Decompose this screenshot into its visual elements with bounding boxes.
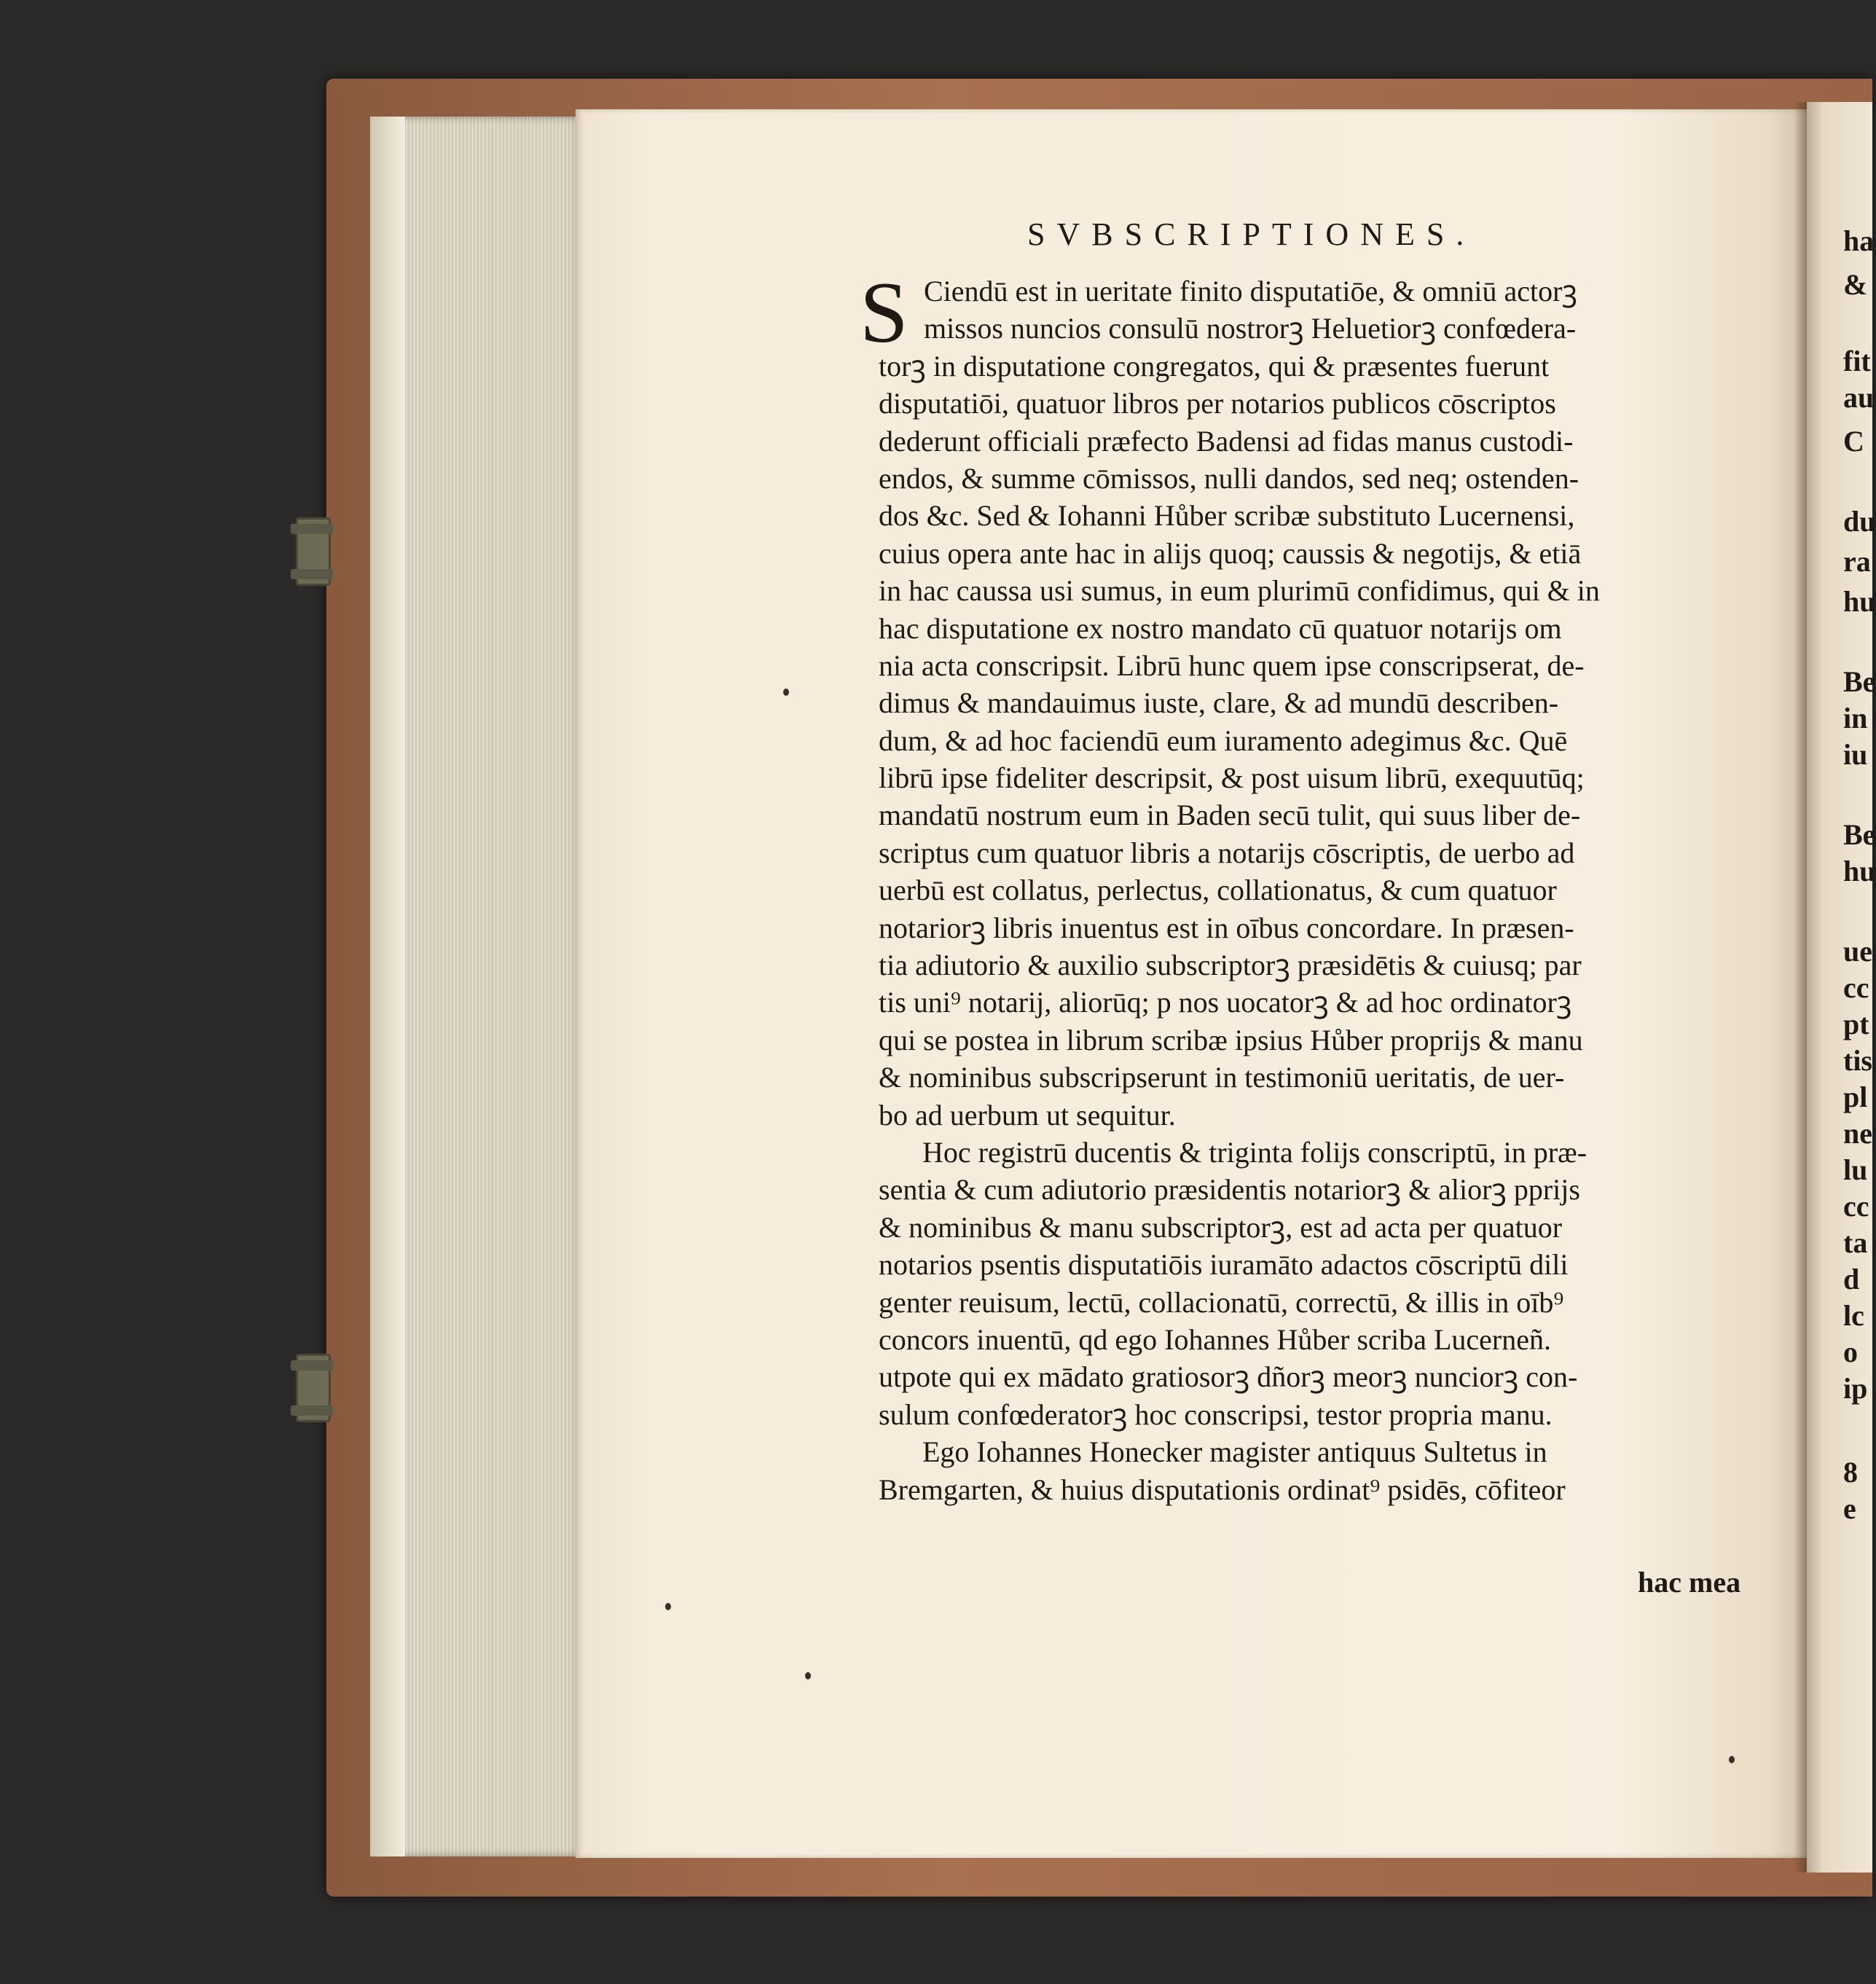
text-line: bo ad uerbum ut sequitur.: [879, 1098, 1176, 1132]
text-line: dos &c. Sed & Iohanni Hůber scribæ substituto Lucernensi,: [879, 499, 1575, 533]
text-line: missos nuncios consulū nostrorꝫ Heluetiorꝫ confœdera-: [924, 312, 1577, 345]
facing-page-fragment: d: [1843, 1263, 1860, 1295]
text-line: qui se postea in librum scribæ ipsius Hůber proprijs & manu: [879, 1023, 1583, 1056]
text-line: Bremgarten, & huius disputationis ordinat⁹ psidēs, cōfiteor: [879, 1473, 1566, 1506]
text-line: notariorꝫ libris inuentus est in oībus concordare. In præsen-: [879, 911, 1574, 944]
running-title: SVBSCRIPTIONES.: [1027, 216, 1476, 252]
text-line: sentia & cum adiutorio præsidentis notariorꝫ & aliorꝫ pprijs: [879, 1173, 1580, 1207]
facing-page-fragment: tis: [1843, 1044, 1872, 1077]
text-line: torꝫ in disputatione congregatos, qui & præsentes fuerunt: [879, 349, 1550, 383]
facing-page-fragment: &: [1843, 268, 1868, 301]
text-line: Ego Iohannes Honecker magister antiquus Sultetus in: [922, 1435, 1547, 1469]
facing-page-fragment: ne: [1843, 1117, 1872, 1150]
text-line: genter reuisum, lectū, collacionatū, correctū, & illis in oīb⁹: [879, 1285, 1564, 1319]
text-line: dum, & ad hoc faciendū eum iuramento adegimus &c. Quē: [879, 724, 1568, 757]
text-line: & nominibus & manu subscriptorꝫ, est ad acta per quatuor: [879, 1210, 1563, 1244]
text-line: tia adiutorio & auxilio subscriptorꝫ præsidētis & cuiusq; par: [879, 949, 1582, 982]
facing-page-fragment: hu: [1843, 585, 1876, 618]
text-line: librū ipse fideliter descripsit, & post uisum librū, exequutūq;: [879, 761, 1585, 795]
text-line: mandatū nostrum eum in Baden secū tulit, qui suus liber de-: [879, 799, 1581, 832]
facing-page-fragment: C: [1843, 425, 1864, 458]
text-line: Ciendū est in ueritate finito disputatiōe, & omniū actorꝫ: [924, 275, 1577, 307]
text-line: dederunt officiali præfecto Badensi ad fidas manus custodi-: [879, 424, 1574, 458]
catchword: hac mea: [1638, 1566, 1741, 1599]
clasp-top: [296, 517, 331, 586]
text-line: & nominibus subscripserunt in testimoniū ueritatis, de uer-: [879, 1061, 1565, 1094]
page-edge-highlight: [370, 117, 405, 1856]
facing-page-fragment: iu: [1843, 738, 1868, 771]
text-line: endos, & summe cōmissos, nulli dandos, sed neq; ostenden-: [879, 461, 1579, 495]
text-line: concors inuentū, qd ego Iohannes Hůber scriba Lucerneñ.: [879, 1322, 1552, 1356]
facing-page-fragment: e: [1843, 1492, 1856, 1525]
text-line: uerbū est collatus, perlectus, collationatus, & cum quatuor: [879, 874, 1557, 907]
text-line: tis uni⁹ notarij, aliorūq; p nos uocatorꝫ & ad hoc ordinatorꝫ: [879, 986, 1572, 1019]
text-line: in hac caussa usi sumus, in eum plurimū confidimus, qui & in: [879, 574, 1600, 608]
facing-page-fragment: Be: [1843, 665, 1876, 698]
facing-page-fragment: ue: [1843, 935, 1872, 968]
text-line: notarios psentis disputatiōis iuramāto adactos cōscriptū dili: [879, 1248, 1569, 1282]
text-line: sulum confœderatorꝫ hoc conscripsi, testor propria manu.: [879, 1397, 1553, 1431]
text-line: nia acta conscripsit. Librū hunc quem ipse conscripserat, de-: [879, 648, 1585, 682]
facing-page-fragment: hu: [1843, 855, 1876, 887]
drop-initial: S: [860, 264, 908, 361]
text-line: Hoc registrū ducentis & triginta folijs conscriptū, in præ-: [922, 1135, 1587, 1169]
facing-page-fragment: fit: [1843, 345, 1871, 377]
text-line: utpote qui ex mādato gratiosorꝫ dñorꝫ meorꝫ nunciorꝫ con-: [879, 1360, 1578, 1394]
facing-page-fragment: lc: [1843, 1299, 1864, 1332]
facing-page-fragment: ta: [1843, 1226, 1868, 1259]
facing-page-fragment: lu: [1843, 1153, 1868, 1186]
text-line: disputatiōi, quatuor libros per notarios publicos cōscriptos: [879, 387, 1556, 420]
text-line: scriptus cum quatuor libris a notarijs cōscriptis, de uerbo ad: [879, 836, 1575, 869]
facing-page-fragment: ra: [1843, 545, 1871, 578]
text-line: dimus & mandauimus iuste, clare, & ad mundū describen-: [879, 686, 1559, 720]
ink-speck: [805, 1672, 811, 1679]
body-text: [879, 272, 1746, 1508]
text-line: cuius opera ante hac in alijs quoq; caussis & negotijs, & etiā: [879, 536, 1582, 570]
facing-page-fragment: cc: [1843, 971, 1869, 1004]
ink-speck: [1729, 1756, 1735, 1763]
facing-page-fragment: cc: [1843, 1190, 1869, 1223]
facing-page-fragment: in: [1843, 702, 1868, 734]
clasp-bottom: [296, 1354, 331, 1422]
facing-page-fragment: pt: [1843, 1008, 1869, 1040]
facing-page-fragment: o: [1843, 1336, 1858, 1368]
ink-speck: [783, 689, 789, 696]
facing-page-fragment: 8: [1843, 1456, 1858, 1489]
facing-page-fragment: du: [1843, 505, 1876, 538]
text-line: hac disputatione ex nostro mandato cū quatuor notarijs om: [879, 611, 1562, 645]
facing-page-fragment: au: [1843, 381, 1875, 414]
facing-page-fragment: ha: [1843, 224, 1875, 257]
facing-page-fragment: pl: [1843, 1081, 1868, 1113]
facing-page-fragment: Be: [1843, 818, 1876, 851]
ink-speck: [665, 1603, 671, 1610]
facing-page-fragment: ip: [1843, 1372, 1868, 1405]
